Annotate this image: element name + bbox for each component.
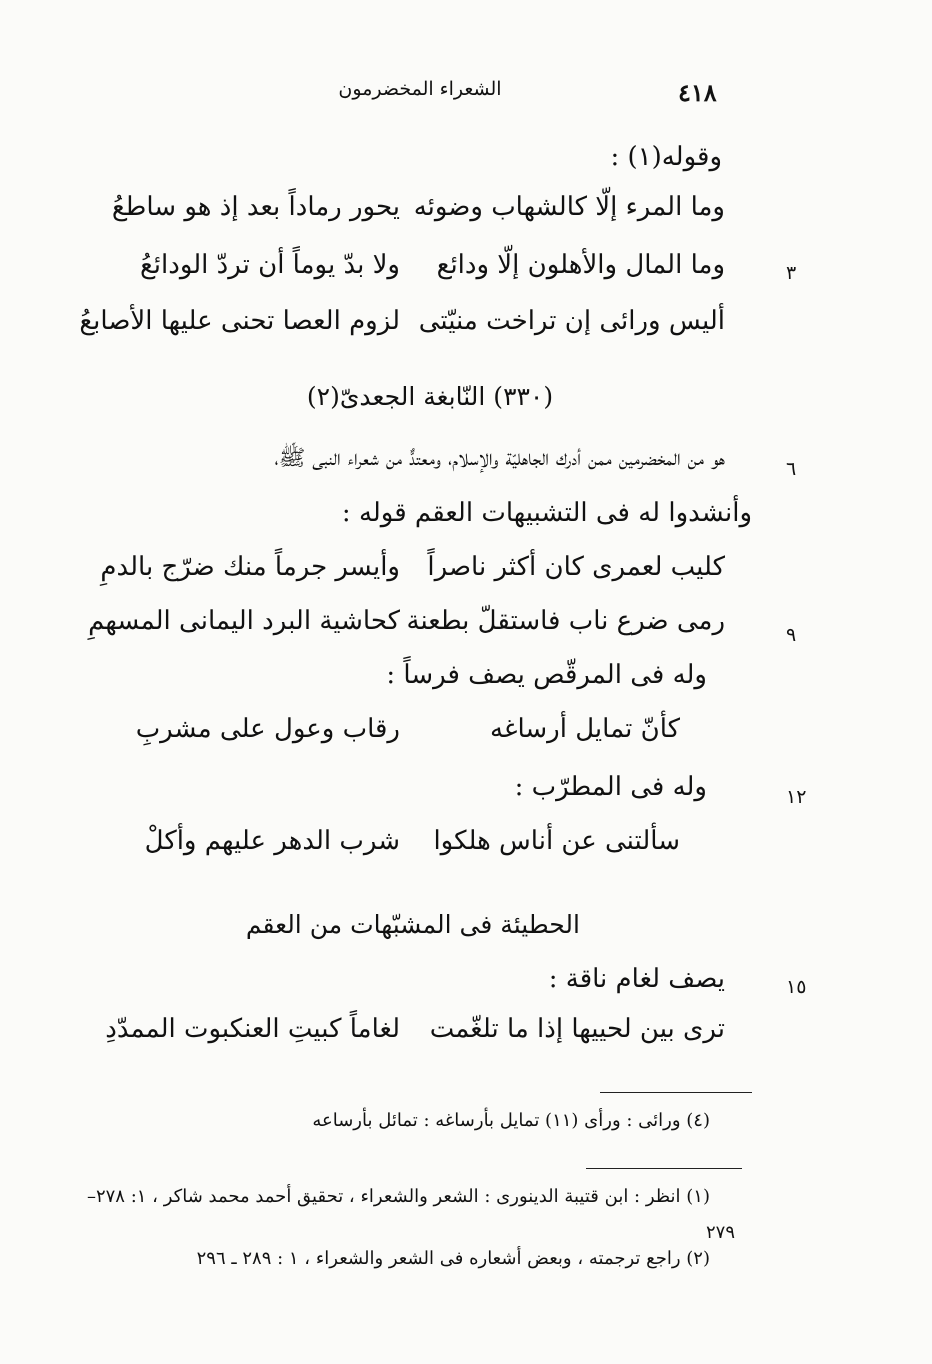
section2-intro3: وله فى المطرّب :: [514, 772, 707, 802]
verse-8-right: ترى بين لحييها إذا ما تلغّمت: [429, 1014, 725, 1044]
section2-heading: (٣٣٠) النّابغة الجعدىّ(٢): [306, 382, 554, 411]
verse-2-right: وما المال والأهلون إلّا ودائع: [436, 250, 725, 280]
verse-8-left: لغاماً كبيتِ العنكبوت الممدّدِ: [105, 1014, 400, 1044]
verse-3-right: أليس ورائى إن تراخت منيّتى: [418, 306, 725, 336]
line-number: ١٥: [786, 976, 807, 998]
verse-1-right: وما المرء إلّا كالشهاب وضوئه: [413, 192, 725, 222]
verse-5-right: رمى ضرع ناب فاستقلّ بطعنة: [406, 606, 725, 636]
section3-intro: يصف لغام ناقة :: [548, 964, 725, 994]
verse-7-right: سألتنى عن أناس هلكوا: [433, 826, 680, 856]
footnote-1-continuation: ٢٧٩: [706, 1222, 736, 1243]
footnotes-divider: [586, 1168, 742, 1169]
line-number: ٩: [786, 624, 797, 646]
verse-5-left: كحاشية البرد اليمانى المسهمِ: [88, 606, 400, 636]
verse-7-left: شرب الدهر عليهم وأكلْ: [144, 826, 400, 856]
line-number: ٣: [786, 262, 797, 284]
footnote-2: (٢) راجع ترجمته ، وبعض أشعاره فى الشعر والشعراء ، ١ : ٢٨٩ ـ ٢٩٦: [196, 1248, 710, 1269]
section3-heading: الحطيئة فى المشبّهات من العقم: [245, 910, 580, 939]
verse-4-right: كليب لعمرى كان أكثر ناصراً: [427, 552, 725, 582]
running-title: الشعراء المخضرمون: [338, 78, 502, 100]
section2-intro2: وله فى المرقّص يصف فرساً :: [386, 660, 707, 690]
line-number: ١٢: [786, 786, 807, 808]
page-number: ٤١٨: [678, 78, 717, 107]
section2-para2: وأنشدوا له فى التشبيهات العقم قوله :: [341, 498, 752, 528]
verse-3-left: لزوم العصا تحنى عليها الأصابعُ: [79, 306, 400, 336]
verse-2-left: ولا بدّ يوماً أن تردّ الودائعُ: [139, 250, 400, 280]
verse-6-right: كأنّ تمايل أرساغه: [489, 714, 680, 744]
section1-intro: وقوله(١) :: [610, 142, 722, 172]
line-number: ٦: [786, 458, 797, 480]
section2-para1: هو من المخضرمين ممن أدرك الجاهليّة والإسلام، ومعتدٌّ من شعراء النبى ﷺ،: [274, 446, 725, 471]
notes-divider: [600, 1092, 752, 1093]
variant-readings: (٤) ورائى : ورأى (١١) تمايل بأرساغه : تمائل بأرساعه: [312, 1110, 710, 1131]
verse-1-left: يحور رماداً بعد إذ هو ساطعُ: [111, 192, 400, 222]
footnote-1: (١) انظر : ابن قتيبة الدينورى : الشعر والشعراء ، تحقيق أحمد محمد شاكر ، ١: ٢٧٨–: [86, 1186, 710, 1207]
verse-4-left: وأيسر جرماً منك ضرّج بالدمِ: [100, 552, 400, 582]
verse-6-left: رقاب وعول على مشربِ: [135, 714, 400, 744]
